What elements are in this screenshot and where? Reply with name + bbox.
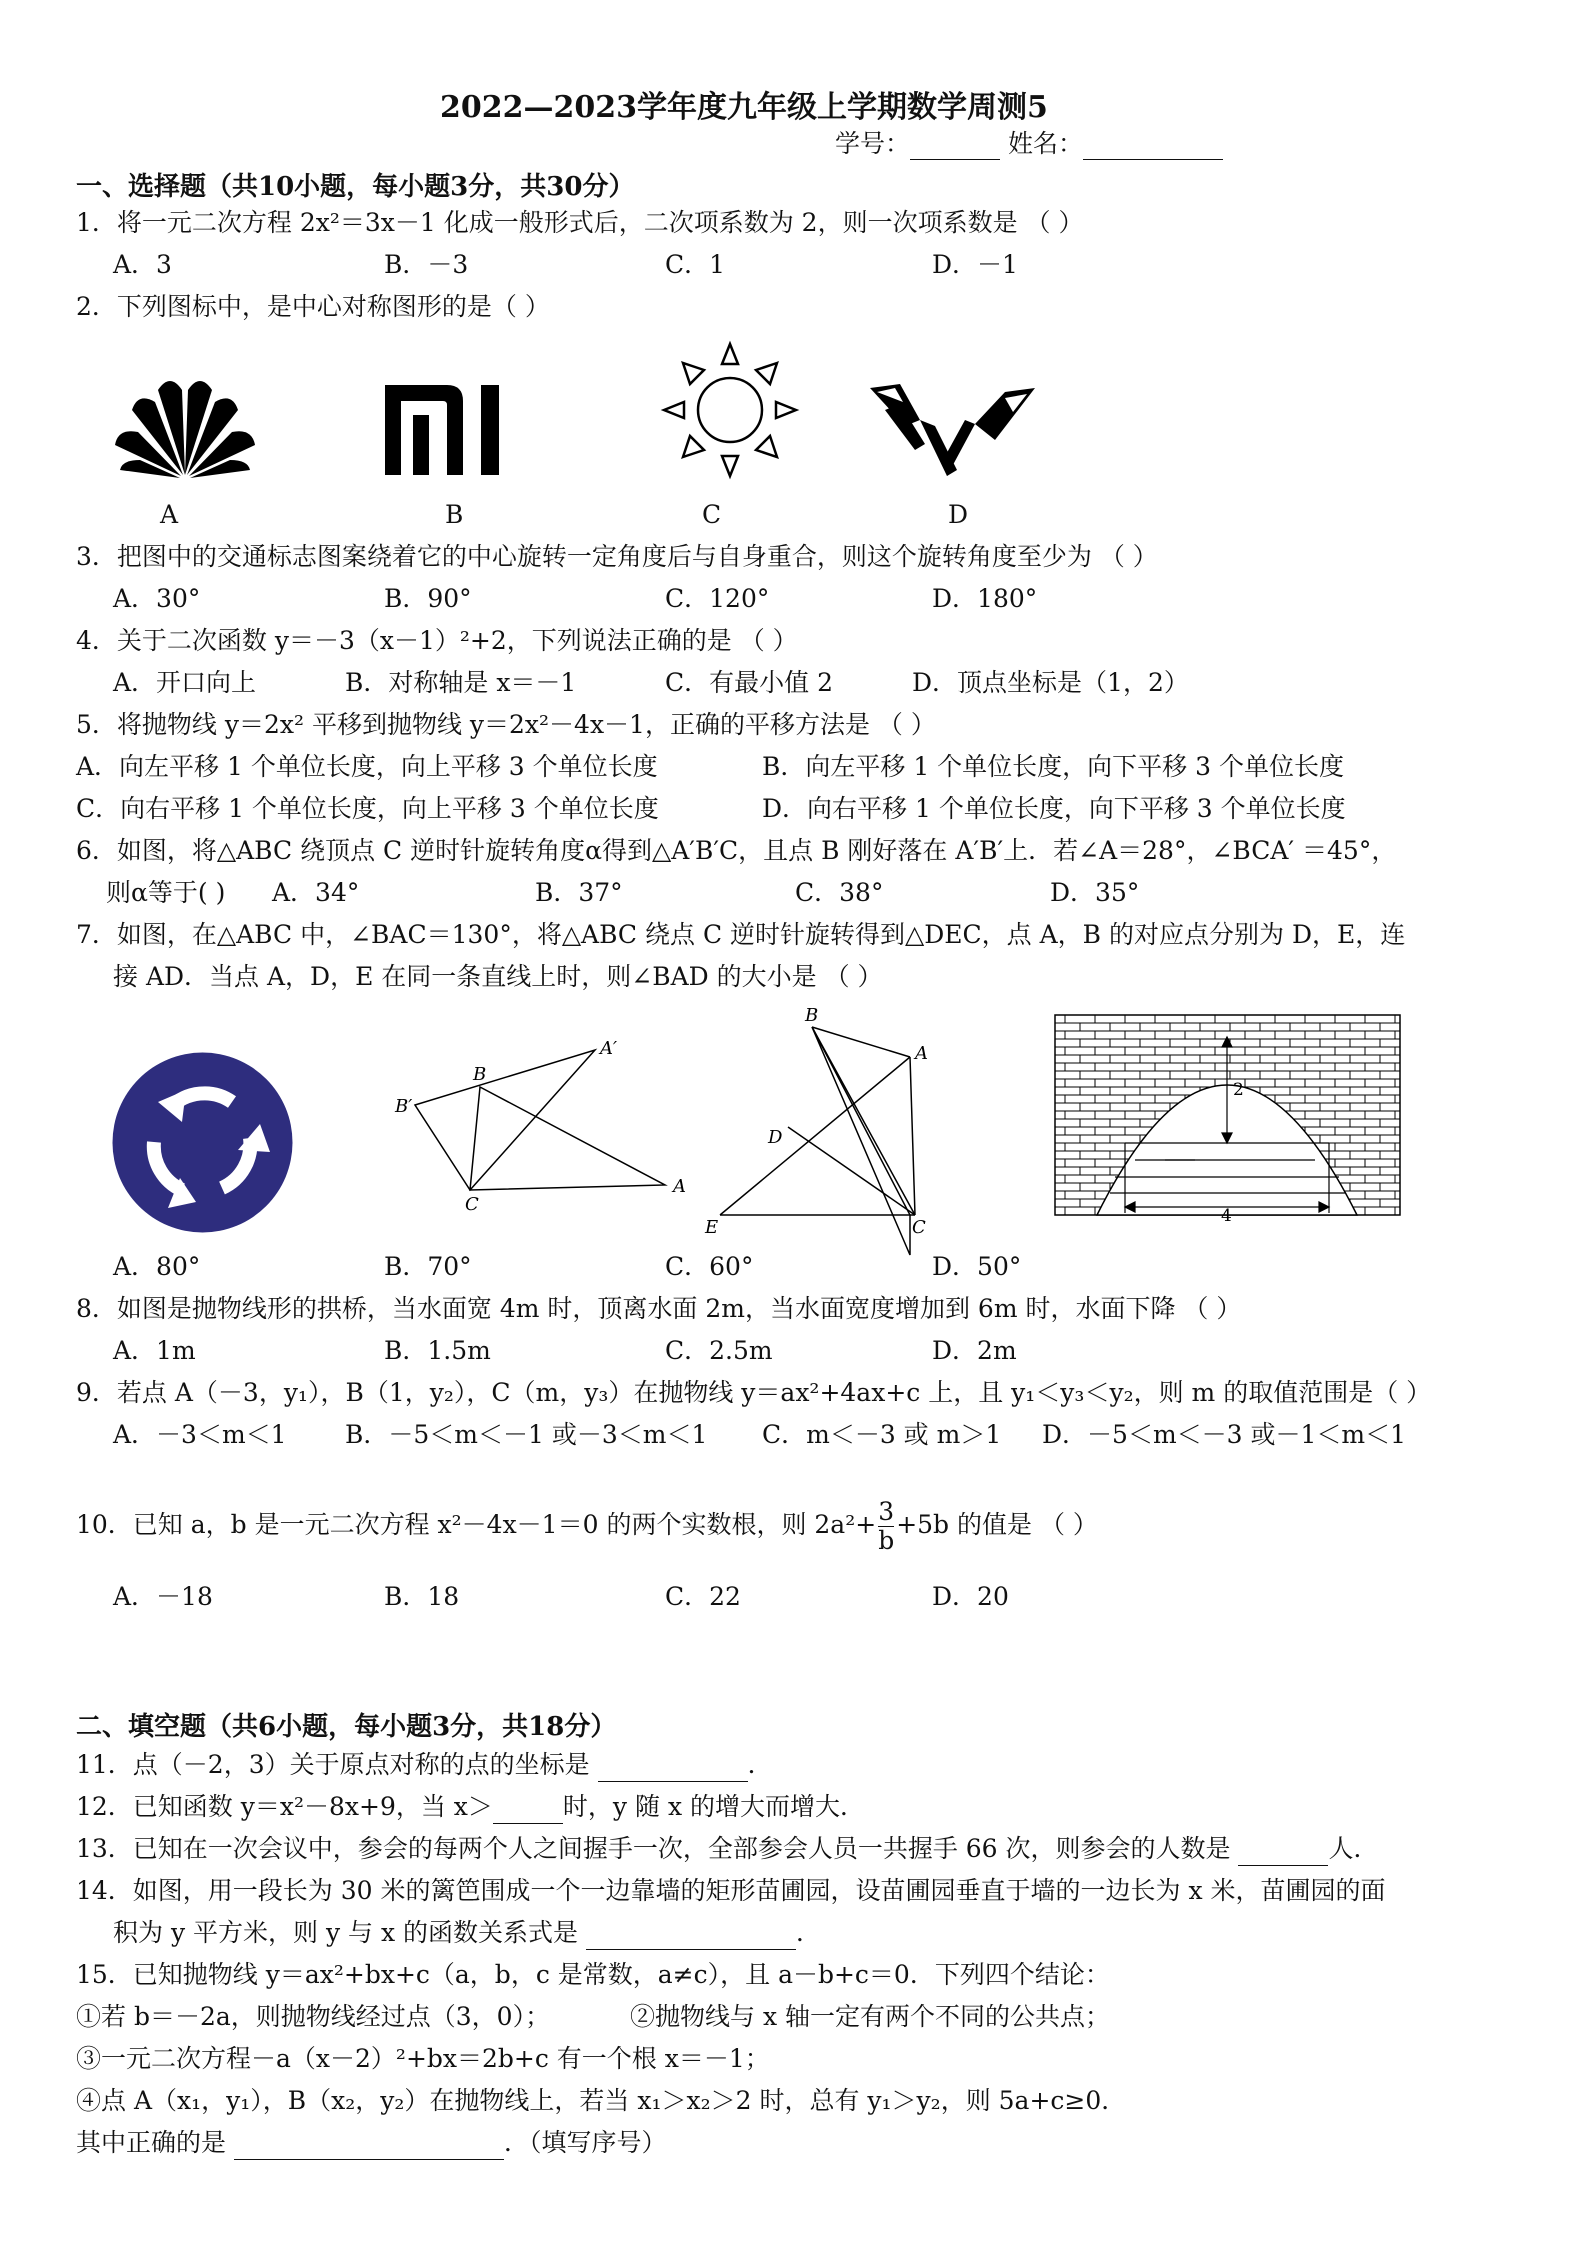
huawei-logo-icon[interactable] (110, 370, 260, 480)
q2-caption-a: A (160, 500, 179, 529)
bridge-label-height: 2 (1233, 1080, 1244, 1100)
name-field[interactable] (1083, 133, 1223, 160)
q15-c3-text: 一元二次方程－a（x－2）²+bx＝2b+c 有一个根 x＝－1； (101, 2044, 770, 2073)
q8-option-c[interactable]: C．2.5m (665, 1336, 773, 1365)
q7-option-b[interactable]: B．70° (384, 1252, 472, 1281)
q3-stem: 3．把图中的交通标志图案绕着它的中心旋转一定角度后与自身重合，则这个旋转角度至少为 （ ） (76, 542, 1158, 571)
name-label: 姓名： (1007, 129, 1083, 158)
q14-line2-text: 积为 y 平方米，则 y 与 x 的函数关系式是 (113, 1918, 579, 1947)
q4-option-b[interactable]: B．对称轴是 x＝－1 (345, 668, 577, 697)
q3-option-a[interactable]: A．30° (113, 584, 201, 613)
q15-c1-text: 若 b＝－2a，则抛物线经过点（3，0）； (101, 2002, 551, 2031)
q12-text-a: 12．已知函数 y＝x²－8x+9，当 x＞ (76, 1792, 493, 1821)
q1-stem: 1．将一元二次方程 2x²＝3x－1 化成一般形式后，二次项系数为 2，则一次项系数是 （ ） (76, 208, 1084, 237)
q7-stem-line2: 接 AD．当点 A，D，E 在同一条直线上时，则∠BAD 的大小是 （ ） (113, 962, 883, 991)
q15-answer-prefix: 其中正确的是 (76, 2128, 227, 2157)
q6-label-b-prime: B′ (395, 1096, 413, 1117)
q9-option-a[interactable]: A．－3＜m＜1 (113, 1420, 287, 1449)
q5-option-a[interactable]: A．向左平移 1 个单位长度，向上平移 3 个单位长度 (76, 752, 658, 781)
q12-answer-blank[interactable] (493, 1797, 563, 1824)
q9-option-c[interactable]: C．m＜－3 或 m＞1 (762, 1420, 1002, 1449)
q14-tail: ． (795, 1918, 821, 1947)
q10-option-d[interactable]: D．20 (932, 1582, 1009, 1611)
q4-stem: 4．关于二次函数 y＝－3（x－1）²+2，下列说法正确的是 （ ） (76, 626, 798, 655)
q5-stem: 5．将抛物线 y＝2x² 平移到抛物线 y＝2x²－4x－1，正确的平移方法是 （ ） (76, 710, 936, 739)
q8-stem: 8．如图是抛物线形的拱桥，当水面宽 4m 时，顶离水面 2m，当水面宽度增加到 6m 时，水面下降 （ ） (76, 1294, 1242, 1323)
section2-heading: 二、填空题（共6小题，每小题3分，共18分） (76, 1712, 617, 1742)
q11-text: 11．点（－2，3）关于原点对称的点的坐标是 (76, 1750, 590, 1779)
q15-c3-num: ③ (76, 2044, 102, 2073)
q2-caption-d: D (948, 500, 969, 529)
roundabout-sign-icon (110, 1050, 295, 1235)
mi-logo-icon[interactable] (385, 385, 505, 475)
q6-label-c: C (465, 1194, 479, 1215)
q7-option-c[interactable]: C．60° (665, 1252, 754, 1281)
q1-option-d[interactable]: D．－1 (932, 250, 1018, 279)
q10-stem-after: +5b 的值是 （ ） (896, 1510, 1098, 1539)
q7-label-b: B (805, 1005, 819, 1026)
q6-label-b: B (473, 1064, 487, 1085)
q4-option-d[interactable]: D．顶点坐标是（1，2） (912, 668, 1189, 697)
q2-caption-b: B (445, 500, 464, 529)
student-no-label: 学号： (835, 129, 911, 158)
q10-stem (76, 1498, 1098, 1555)
q8-option-b[interactable]: B．1.5m (384, 1336, 491, 1365)
q3-option-c[interactable]: C．120° (665, 584, 770, 613)
q10-frac-den: b (878, 1526, 895, 1555)
q1-option-b[interactable]: B．－3 (384, 250, 469, 279)
q15-conclusion-3 (76, 2042, 770, 2076)
q10-stem-before: 10．已知 a，b 是一元二次方程 x²－4x－1＝0 的两个实数根，则 2a²+ (76, 1510, 877, 1539)
wave-logo-icon[interactable] (865, 380, 1040, 480)
q6-option-c[interactable]: C．38° (795, 878, 884, 907)
q2-stem: 2．下列图标中，是中心对称图形的是（ ） (76, 292, 550, 321)
q7-option-a[interactable]: A．80° (113, 1252, 201, 1281)
q6-option-b[interactable]: B．37° (535, 878, 623, 907)
bridge-label-width: 4 (1221, 1206, 1232, 1226)
q15-conclusion-4 (76, 2084, 1126, 2118)
q6-label-a: A (673, 1176, 686, 1197)
q15-c4-num: ④ (76, 2086, 102, 2115)
q11-tail: ． (747, 1750, 773, 1779)
arch-bridge-figure (1055, 1015, 1400, 1226)
page-title: 2022—2023学年度九年级上学期数学周测5 (440, 90, 1048, 125)
q7-label-c: C (912, 1217, 926, 1238)
q2-caption-c: C (702, 500, 722, 529)
q14-answer-blank[interactable] (586, 1923, 796, 1950)
q10-frac-num: 3 (878, 1497, 895, 1526)
q9-stem: 9．若点 A（－3，y₁），B（1，y₂），C（m，y₃）在抛物线 y＝ax²+4ax+c 上，且 y₁＜y₃＜y₂，则 m 的取值范围是（ ） (76, 1378, 1432, 1407)
q6-rotation-figure (395, 1038, 695, 1215)
q14-line1: 14．如图，用一段长为 30 米的篱笆围成一个一边靠墙的矩形苗圃园，设苗圃园垂直于墙的一边长为 x 米，苗圃园的面 (76, 1876, 1386, 1905)
q7-stem-line1: 7．如图，在△ABC 中，∠BAC＝130°，将△ABC 绕点 C 逆时针旋转得到△DEC，点 A，B 的对应点分别为 D，E，连 (76, 920, 1406, 949)
q6-stem-line1: 6．如图，将△ABC 绕顶点 C 逆时针旋转角度α得到△A′B′C，且点 B 刚好落在 A′B′上．若∠A＝28°，∠BCA′ ＝45°， (76, 836, 1397, 865)
q8-option-d[interactable]: D．2m (932, 1336, 1017, 1365)
q4-option-a[interactable]: A．开口向上 (113, 668, 257, 697)
q15-c2-text: 抛物线与 x 轴一定有两个不同的公共点； (655, 2002, 1111, 2031)
q15-answer-suffix: ．（填写序号） (503, 2128, 667, 2157)
q13-text: 13．已知在一次会议中，参会的每两个人之间握手一次，全部参会人员一共握手 66 次，则参会的人数是 (76, 1834, 1231, 1863)
q7-label-d: D (768, 1127, 783, 1148)
q13-answer-blank[interactable] (1238, 1839, 1328, 1866)
q6-option-d[interactable]: D．35° (1050, 878, 1140, 907)
q3-option-d[interactable]: D．180° (932, 584, 1038, 613)
q12-text-b: 时，y 随 x 的增大而增大． (562, 1792, 865, 1821)
q11-answer-blank[interactable] (598, 1755, 748, 1782)
q15-c4-text: 点 A（x₁，y₁），B（x₂，y₂）在抛物线上，若当 x₁＞x₂＞2 时，总有 y₁＞y₂，则 5a+c≥0． (101, 2086, 1127, 2115)
sun-icon[interactable] (660, 340, 800, 480)
q7-rotation-figure (700, 1005, 960, 1238)
q5-option-d[interactable]: D．向右平移 1 个单位长度，向下平移 3 个单位长度 (762, 794, 1346, 823)
q9-option-b[interactable]: B．－5＜m＜－1 或－3＜m＜1 (345, 1420, 708, 1449)
q7-option-d[interactable]: D．50° (932, 1252, 1022, 1281)
q10-fraction (878, 1498, 894, 1555)
q1-option-c[interactable]: C．1 (665, 250, 726, 279)
student-no-field[interactable] (910, 133, 1000, 160)
q1-option-a[interactable]: A．3 (113, 250, 172, 279)
q13 (76, 1832, 1379, 1866)
q10-option-c[interactable]: C．22 (665, 1582, 741, 1611)
q6-label-a-prime: A′ (600, 1038, 618, 1059)
q3-option-b[interactable]: B．90° (384, 584, 472, 613)
q15-conclusion-1 (76, 2000, 550, 2034)
q6-option-a[interactable]: A．34° (272, 878, 360, 907)
student-info (835, 124, 1223, 160)
q15-stem: 15．已知抛物线 y＝ax²+bx+c（a，b，c 是常数，a≠c），且 a－b+c＝0．下列四个结论： (76, 1960, 1110, 1989)
q6-stem-line2: 则α等于( ) (106, 878, 226, 907)
q5-option-c[interactable]: C．向右平移 1 个单位长度，向上平移 3 个单位长度 (76, 794, 659, 823)
q9-option-d[interactable]: D．－5＜m＜－3 或－1＜m＜1 (1042, 1420, 1407, 1449)
q15-answer (76, 2126, 666, 2160)
q8-option-a[interactable]: A．1m (113, 1336, 196, 1365)
q12 (76, 1790, 865, 1824)
q5-option-b[interactable]: B．向左平移 1 个单位长度，向下平移 3 个单位长度 (762, 752, 1344, 781)
q15-c1-num: ① (76, 2002, 102, 2031)
q14-line2 (113, 1916, 821, 1950)
q7-label-e: E (705, 1217, 719, 1238)
q4-option-c[interactable]: C．有最小值 2 (665, 668, 833, 697)
q15-answer-blank[interactable] (234, 2133, 504, 2160)
q15-conclusion-2 (630, 2000, 1110, 2034)
q10-option-b[interactable]: B．18 (384, 1582, 460, 1611)
q15-c2-num: ② (630, 2002, 656, 2031)
q7-label-a: A (915, 1043, 928, 1064)
q10-option-a[interactable]: A．－18 (113, 1582, 213, 1611)
section1-heading: 一、选择题（共10小题，每小题3分，共30分） (76, 172, 635, 202)
q13-tail: 人． (1328, 1834, 1379, 1863)
q11 (76, 1748, 773, 1782)
